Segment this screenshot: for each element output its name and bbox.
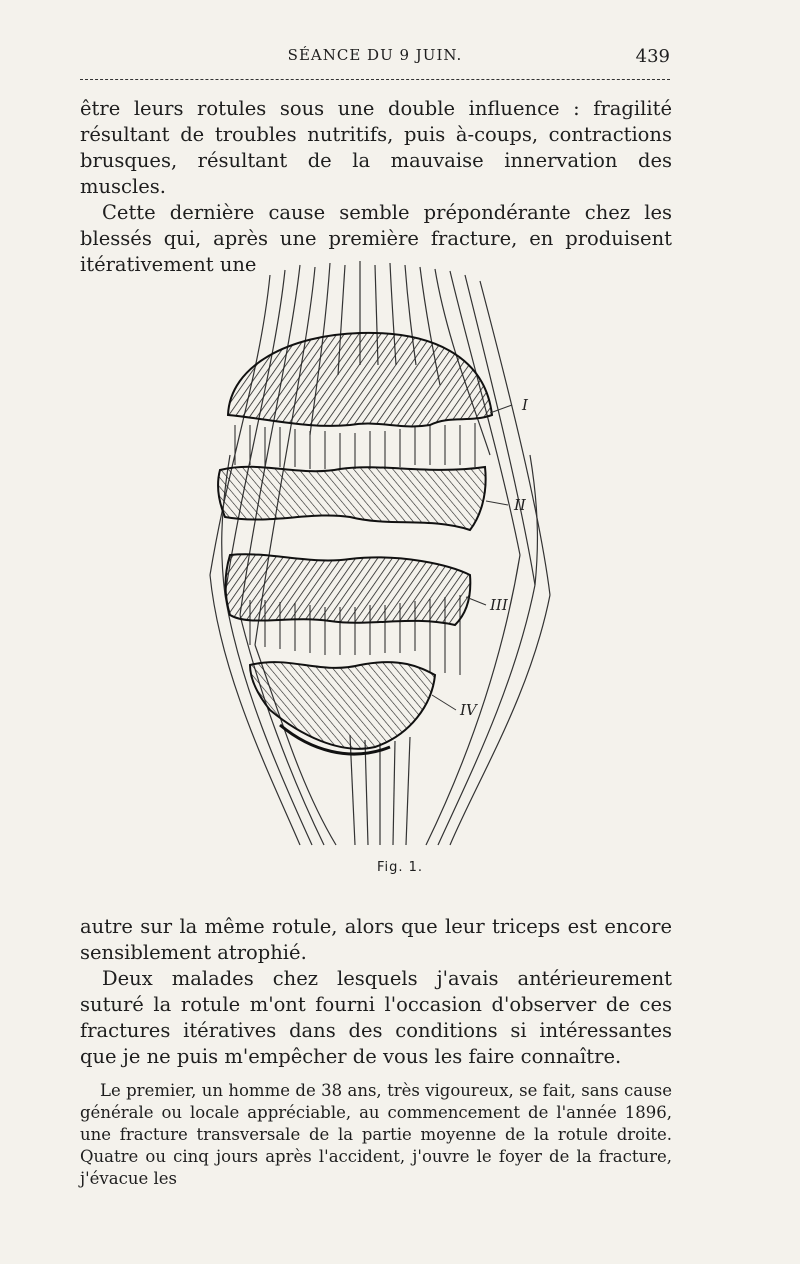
fragment-1 xyxy=(228,333,492,427)
patella-fracture-illustration xyxy=(150,255,620,855)
paragraph: Cette dernière cause semble prépondérante chez les blessés qui, après une première fracture, en produisent itérativement une xyxy=(80,201,672,276)
fragment-3 xyxy=(226,554,471,625)
label-fragment-4: IV xyxy=(460,701,477,719)
header-rule xyxy=(80,79,670,80)
fragment-2 xyxy=(218,467,486,530)
paragraph-continued: être leurs rotules sous une double influence : fragilité résultant de troubles nutritifs, puis à-coups, contractions brusques, résultant de la mauvaise innervation des muscles. xyxy=(80,97,672,198)
page-number: 439 xyxy=(635,46,670,67)
paragraph: Deux malades chez lesquels j'avais antérieurement suturé la rotule m'ont fourni l'occasion d'observer de ces fractures itératives dans des conditions si intéressantes que je ne puis m'empêcher de vous les faire connaître. xyxy=(80,967,672,1068)
page-header xyxy=(80,46,670,70)
case-paragraph: Le premier, un homme de 38 ans, très vigoureux, se fait, sans cause générale ou locale appréciable, au commencement de l'année 1896, une fracture transversale de la partie moyenne de la rotule droite. Quatre ou cinq jours après l'accident, j'ouvre le foyer de la fracture, j'évacue les xyxy=(80,1081,672,1188)
label-fragment-3: III xyxy=(490,596,508,614)
figure-caption: Fig. 1. xyxy=(376,860,424,875)
text-block-small xyxy=(80,1080,672,1190)
text-block-middle xyxy=(80,914,672,1070)
running-head: SÉANCE DU 9 JUIN. xyxy=(287,46,463,64)
text-block-top xyxy=(80,96,672,278)
label-fragment-2: II xyxy=(514,496,526,514)
label-leader-lines xyxy=(432,405,512,710)
paragraph-continued: autre sur la même rotule, alors que leur triceps est encore sensiblement atrophié. xyxy=(80,915,672,964)
label-fragment-1: I xyxy=(522,396,528,414)
figure-drawing xyxy=(150,255,620,855)
inter-fragment-fibers xyxy=(235,423,475,675)
